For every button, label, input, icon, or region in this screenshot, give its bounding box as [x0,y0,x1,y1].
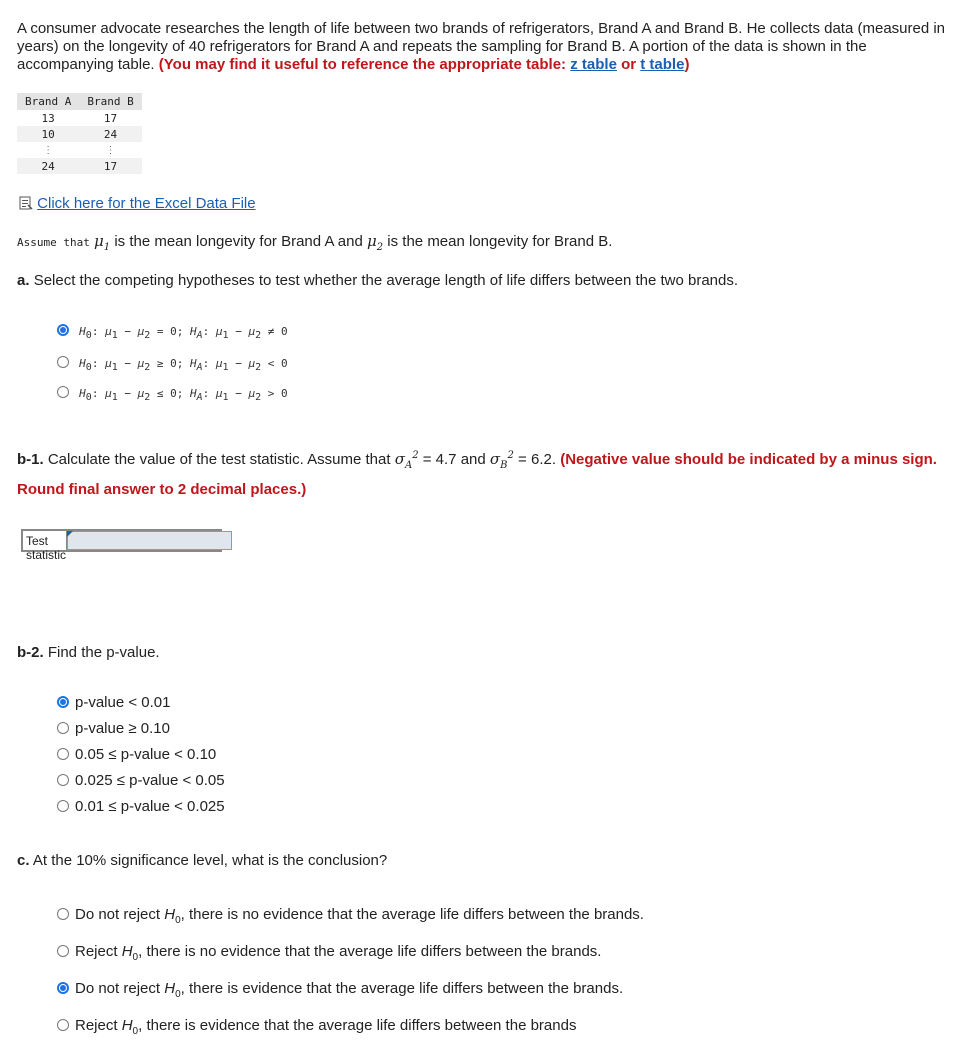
brand-a-header: Brand A [17,93,79,110]
table-cell: 10 [17,126,79,142]
excel-link-row[interactable] [19,195,256,212]
assume-statement: Assume that $\mu_1$ is the mean longevity for Brand A and $\mu_2$ is the mean longevity for Brand B. [17,232,613,253]
conclusion-options [57,899,644,1047]
z-table-link[interactable]: z table [570,56,617,73]
radio-icon[interactable] [57,1019,69,1031]
conclusion-option[interactable]: Do not reject $H_0$, there is no evidence that the average life differs between the brands. [57,899,644,936]
test-statistic-label: Test statistic [23,531,67,550]
radio-icon[interactable] [57,800,69,812]
radio-selected-icon[interactable] [57,696,69,708]
table-cell: 24 [17,158,79,174]
part-b2-question: b-2. Find the p-value. [17,644,160,661]
conclusion-option[interactable]: Reject $H_0$, there is no evidence that the average life differs between the brands. [57,936,644,973]
radio-icon[interactable] [57,748,69,760]
p-value-option[interactable]: 0.025 ≤ p-value < 0.05 [57,768,225,794]
p-value-options [57,690,225,820]
conclusion-option[interactable]: Do not reject $H_0$, there is evidence that the average life differs between the brands. [57,973,644,1010]
table-cell: ⋮ [105,144,116,156]
table-cell: 17 [103,111,118,125]
hypothesis-option-1[interactable]: $H_0$: $\mu_1 - \mu_2 = 0$; $H_A$: $\mu_1 - \mu_2 \ne 0$ [57,322,288,341]
p-value-option[interactable]: 0.05 ≤ p-value < 0.10 [57,742,225,768]
brand-b-header: Brand B [79,93,141,110]
table-cell: ⋮ [43,144,54,156]
table-cell: 24 [79,126,141,142]
radio-icon[interactable] [57,908,69,920]
table-cell: 13 [41,111,55,125]
radio-icon[interactable] [57,774,69,786]
p-value-option[interactable]: p-value < 0.01 [57,690,225,716]
excel-data-link[interactable]: Click here for the Excel Data File [37,195,256,212]
hypothesis-option-2[interactable]: $H_0$: $\mu_1 - \mu_2 \ge 0$; $H_A$: $\mu_1 - \mu_2 < 0$ [57,354,288,373]
intro-text: A consumer advocate researches the length of life between two brands of refrigerators, Brand A and Brand B. He collects data (measured in years) on the longevity of 40 refrigerators for Brand A and repeats the sampling for Brand B. A portion of the data is shown in the accompanying table. [17,20,946,73]
conclusion-option[interactable]: Reject $H_0$, there is evidence that the average life differs between the brands [57,1010,644,1047]
radio-icon[interactable] [57,945,69,957]
hypothesis-option-3[interactable]: $H_0$: $\mu_1 - \mu_2 \le 0$; $H_A$: $\mu_1 - \mu_2 > 0$ [57,384,288,403]
radio-icon[interactable] [57,722,69,734]
test-statistic-input[interactable] [67,531,232,550]
input-corner-marker [67,531,73,537]
radio-selected-icon[interactable] [57,324,69,336]
part-b1-question: b-1. Calculate the value of the test statistic. Assume that $\sigma_A^2 = 4.7$ and $\sigma_B^2 = 6.2$. (Negative value should be indicated by a minus sign. Round final answer to 2 decimal places.) [17,450,937,498]
p-value-option[interactable]: 0.01 ≤ p-value < 0.025 [57,794,225,820]
part-a-question: a. Select the competing hypotheses to test whether the average length of life differs between the two brands. [17,272,739,289]
test-statistic-field [21,529,222,562]
radio-icon[interactable] [57,356,69,368]
table-cell: 17 [79,158,141,174]
table-reference-note: (You may find it useful to reference the appropriate table: z table or t table) [158,56,690,73]
p-value-option[interactable]: p-value ≥ 0.10 [57,716,225,742]
part-c-question: c. At the 10% significance level, what is the conclusion? [17,852,388,869]
radio-selected-icon[interactable] [57,982,69,994]
t-table-link[interactable]: t table [640,56,685,73]
data-table [17,93,142,174]
excel-file-icon [19,196,33,210]
problem-intro [17,20,952,74]
radio-icon[interactable] [57,386,69,398]
